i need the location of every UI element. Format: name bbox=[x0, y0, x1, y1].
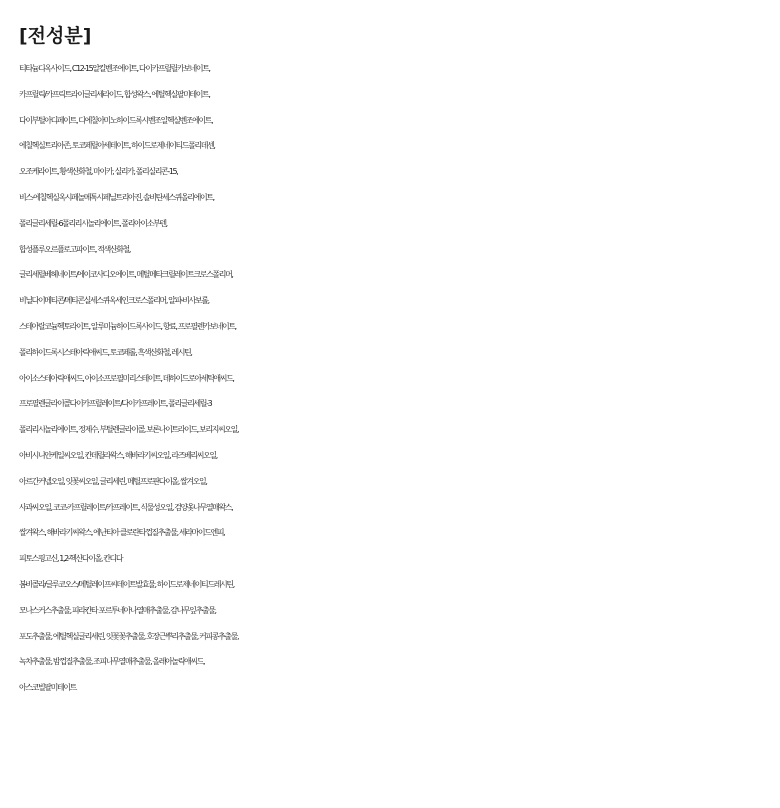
ingredient-line: 아비시니안케일씨오일, 칸데릴라왁스, 해바라기씨오일, 라즈베리씨오일, bbox=[19, 450, 217, 460]
ingredients-text bbox=[19, 56, 780, 701]
ingredient-line: 아이소스테아릭애씨드, 아이소프로필미리스테이트, 데하이드로아세틱애씨드, bbox=[19, 373, 234, 383]
ingredient-line: 폴리글리세릴-6폴리리시놀리에이트, 폴리아이소부텐, bbox=[19, 218, 167, 228]
ingredient-line: 카프릴릭/카프릭트라이글리세라이드, 합성왁스, 에틸헥실팔미테이트, bbox=[19, 89, 210, 99]
ingredient-line: 폴리하이드록시스테아릭애씨드, 토코페롤, 흑색산화철, 레시틴, bbox=[19, 347, 192, 357]
ingredient-line: 아르간커넬오일, 잇꽃씨오일, 글리세린, 메틸프로판다이올, 쌀겨오일, bbox=[19, 476, 207, 486]
ingredient-line: 모나스커스추출물, 피라칸타 포르투네아나열매추출물, 감나무잎추출물, bbox=[19, 605, 216, 615]
ingredient-line: 녹차추출물, 밤껍질추출물, 조피나무열매추출물, 올레아놀릭애씨드, bbox=[19, 657, 205, 667]
ingredient-line: 폴리리시놀리에이트, 정제수, 부틸렌글라이콜, 보론나이트라이드, 보리지씨오일, bbox=[19, 425, 239, 435]
ingredient-line: 글리세릴베헤네이트/에이코사디오에이트, 메틸메타크릴레이트크로스폴리머, bbox=[19, 270, 233, 280]
ingredient-line: 비스-에칠헥실옥시페놀메톡시페닐트리아진, 솔비탄세스퀴올리에이트, bbox=[19, 192, 214, 202]
ingredient-line: 아스코빌팔미테이트 bbox=[19, 683, 76, 693]
ingredient-line: 합성플루오르플로고파이트, 적색산화철, bbox=[19, 244, 131, 254]
ingredient-line: 프로필렌글라이콜다이카프릴레이트/다이카프레이트, 폴리글리세릴-3 bbox=[19, 399, 212, 409]
ingredient-line: 사과씨오일, 코코-카프릴레이트/카프레이트, 식물성오일, 검양옻나무열매왁스, bbox=[19, 502, 233, 512]
ingredient-line: 포도추출물, 에틸헥실글리세린, 잇꽃꽃추출물, 호장근뿌리추출물, 커피콩추출물, bbox=[19, 631, 239, 641]
ingredient-line: 비닐다이메티콘/메티콘실세스퀴옥세인크로스폴리머, 알파-비사보롤, bbox=[19, 296, 209, 306]
ingredient-line: 에칠헥실트리아존, 토코페릴아세테이트, 하이드로제네이티드폴리데센, bbox=[19, 141, 215, 151]
ingredient-line: 스테아랄코늄헥토라이트, 알루미늄하이드록사이드, 향료, 프로필렌카보네이트, bbox=[19, 321, 236, 331]
ingredient-line: 다이부틸아디페이트, 디에칠아미노하이드록시벤조일헥실벤조에이트, bbox=[19, 115, 213, 125]
ingredient-line: 티타늄디옥사이드, C12-15알킬벤조에이트, 다이카프릴릴카보네이트, bbox=[19, 64, 210, 73]
ingredient-line: 쌀겨왁스, 해바라기씨왁스, 에난티아 클로란타껍질추출물, 세라마이드엔피, bbox=[19, 528, 225, 538]
ingredients-heading: [전성분] bbox=[19, 25, 92, 47]
ingredient-line: 피토스핑고신, 1,2-헥산다이올, 칸디다 bbox=[19, 554, 123, 564]
ingredient-line: 봄비콜라/글루코오스/메틸레이프씨데이트발효물, 하이드로제네이티드레시틴, bbox=[19, 579, 234, 589]
ingredient-line: 오조케라이트, 황색산화철, 마이카, 실리카, 폴리실리콘-15, bbox=[19, 167, 178, 177]
